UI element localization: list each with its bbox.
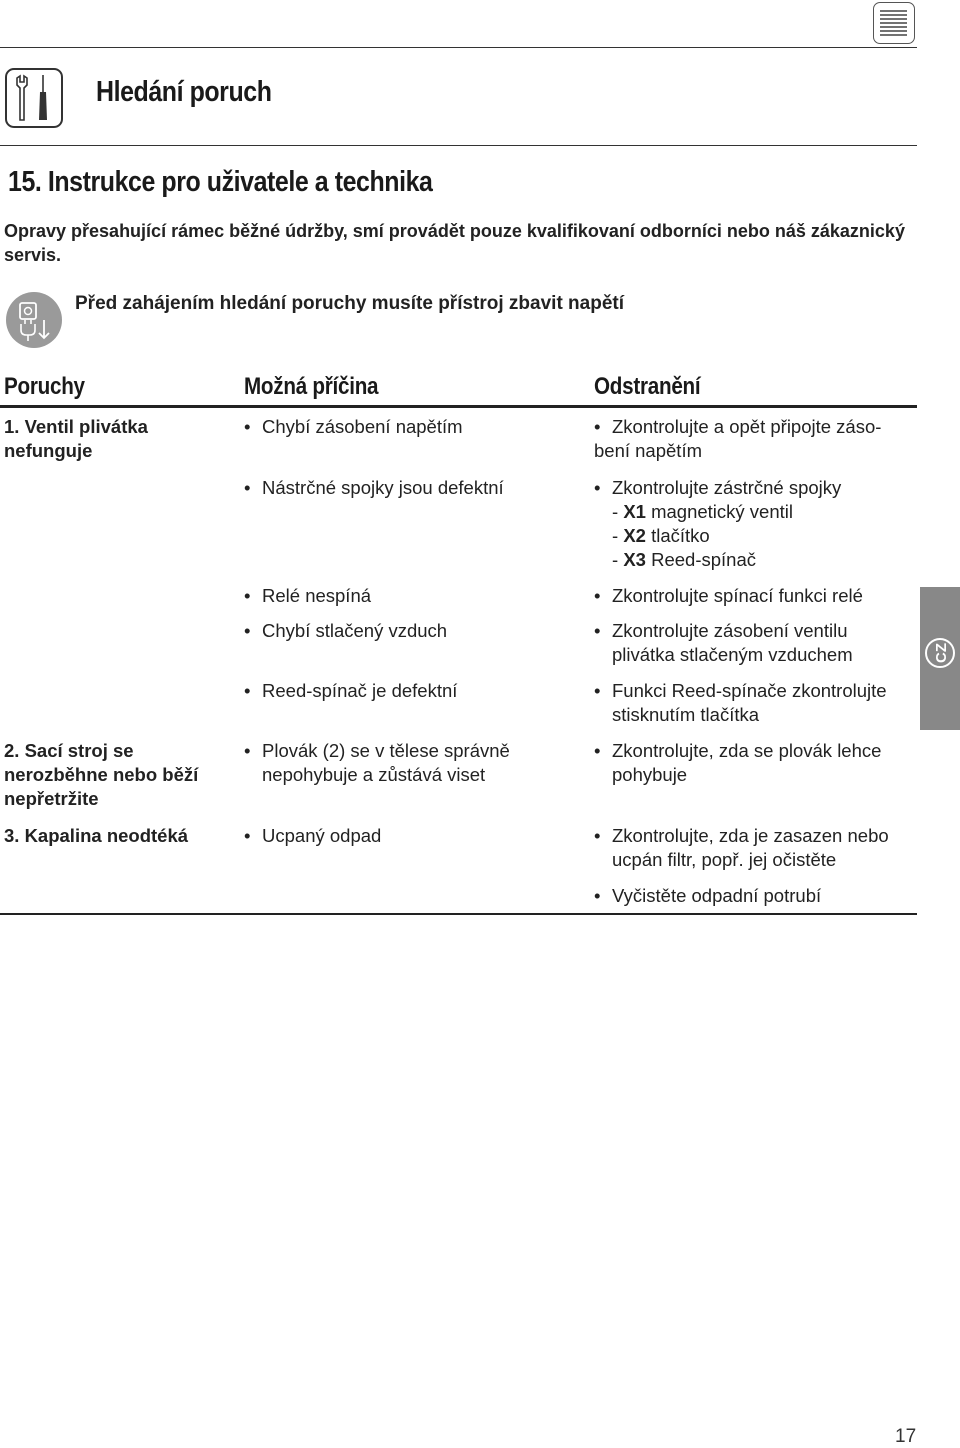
fix-item-x1: - X1 magnetický ventil <box>612 501 793 522</box>
header-cause: Možná příčina <box>244 373 379 400</box>
tools-icon <box>5 68 63 128</box>
language-label: CZ <box>933 643 950 663</box>
cause-1-4: • Chybí stlačený vzduch <box>244 620 448 641</box>
document-icon <box>873 2 915 44</box>
page-number: 17 <box>895 1426 917 1447</box>
header-faults: Poruchy <box>4 373 85 400</box>
fault-1: 1. Ventil plivátka nefunguje <box>4 416 148 461</box>
fix-1-5: • Funkci Reed-spínače zkontrolujte stisknutím tlačítka <box>594 680 887 725</box>
unplug-icon <box>4 290 64 350</box>
fix-1-2: • Zkontrolujte zástrčné spojky - X1 magnetický ventil - X2 tlačítko - X3 Reed-spínač <box>594 476 914 572</box>
fix-2: • Zkontrolujte, zda se plovák lehce pohybuje <box>594 740 882 785</box>
fix-1-3: • Zkontrolujte spínací funkci relé <box>594 585 863 606</box>
cause-1-2: • Nástrčné spojky jsou defektní <box>244 477 504 498</box>
section-title: Hledání poruch <box>96 76 272 108</box>
cause-1-5: • Reed-spínač je defektní <box>244 680 458 701</box>
cause-2: • Plovák (2) se v tělese správně nepohybuje a zůstává viset <box>244 740 510 785</box>
fix-3-1: • Zkontrolujte, zda je zasazen nebo ucpán filtr, popř. jej očistěte <box>594 825 889 870</box>
language-badge <box>925 638 955 668</box>
fix-3-2: • Vyčistěte odpadní potrubí <box>594 885 822 906</box>
chapter-title: 15. Instrukce pro uživatele a technika <box>8 166 433 198</box>
warning-text: Před zahájením hledání poruchy musíte přístroj zbavit napětí <box>75 293 625 314</box>
header-fix: Odstranění <box>594 373 701 400</box>
fix-1-4: • Zkontrolujte zásobení ventilu plivátka stlačeným vzduchem <box>594 620 853 665</box>
table-header-rule <box>0 405 917 408</box>
cause-1-1: • Chybí zásobení napětím <box>244 416 463 437</box>
cause-1-3: • Relé nespíná <box>244 585 372 606</box>
section-rule <box>0 145 917 146</box>
fault-2: 2. Sací stroj se nerozběhne nebo běží nepřetržite <box>4 740 199 809</box>
fault-3: 3. Kapalina neodtéká <box>4 825 189 846</box>
language-tab <box>920 587 960 730</box>
table-bottom-rule <box>0 913 917 915</box>
fix-item-x2: - X2 tlačítko <box>612 525 710 546</box>
fix-1-1: • Zkontrolujte a opět připojte záso-bení napětím <box>594 416 882 461</box>
top-rule <box>0 47 917 48</box>
intro-text: Opravy přesahující rámec běžné údržby, smí provádět pouze kvalifikovaní odborníci nebo náš zákaznický servis. <box>4 221 905 265</box>
fix-item-x3: - X3 Reed-spínač <box>612 549 756 570</box>
cause-3: • Ucpaný odpad <box>244 825 382 846</box>
